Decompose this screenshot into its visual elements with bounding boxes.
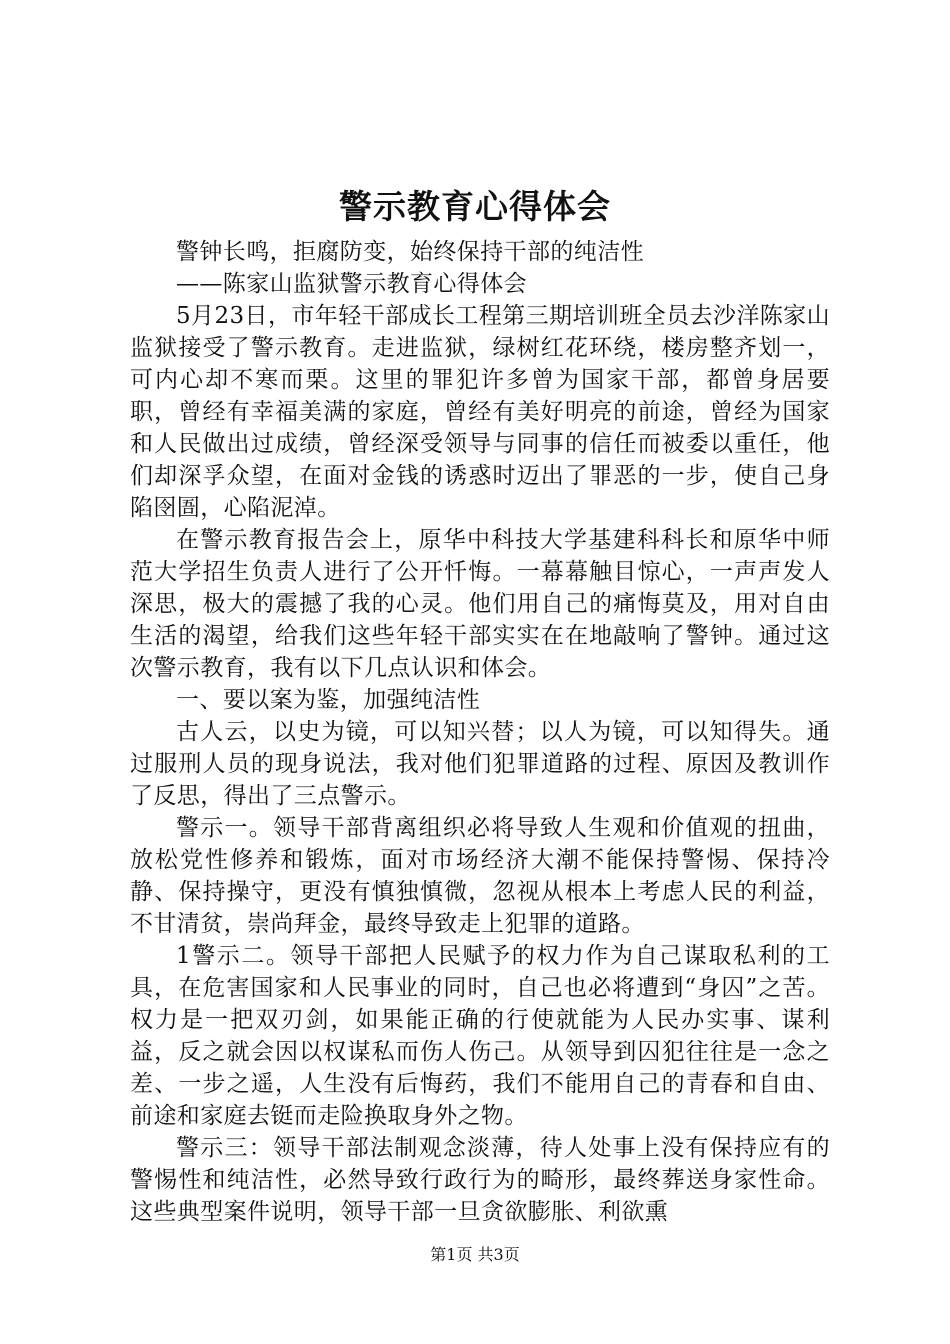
document-title: 警示教育心得体会 (339, 187, 611, 226)
paragraph: 警示三：领导干部法制观念淡薄，待人处事上没有保持应有的警惕性和纯洁性，必然导致行政行为的畸形，最终葬送身家性命。这些典型案件说明，领导干部一旦贪欲膨胀、利欲熏 (130, 1135, 830, 1225)
section-heading: 一、要以案为鉴，加强纯洁性 (176, 687, 481, 713)
paragraph-subtitle: 警钟长鸣，拒腐防变，始终保持干部的纯洁性 (176, 239, 644, 265)
paragraph: 古人云，以史为镜，可以知兴替；以人为镜，可以知得失。通过服刑人员的现身说法，我对他们犯罪道路的过程、原因及教训作了反思，得出了三点警示。 (130, 719, 830, 809)
page-footer: 第1页 共3页 (430, 1245, 520, 1264)
paragraph: 警示一。领导干部背离组织必将导致人生观和价值观的扭曲，放松党性修养和锻炼，面对市场经济大潮不能保持警惕、保持冷静、保持操守，更没有慎独慎微，忽视从根本上考虑人民的利益，不甘清贫，崇尚拜金，最终导致走上犯罪的道路。 (130, 815, 830, 937)
paragraph: 1警示二。领导干部把人民赋予的权力作为自己谋取私利的工具，在危害国家和人民事业的同时，自己也必将遭到“身囚”之苦。权力是一把双刃剑，如果能正确的行使就能为人民办实事、谋利益，反之就会因以权谋私而伤人伤己。从领导到囚犯往往是一念之差、一步之遥，人生没有后悔药，我们不能用自己的青春和自由、前途和家庭去铤而走险换取身外之物。 (130, 943, 830, 1129)
paragraph-subtitle-source: ——陈家山监狱警示教育心得体会 (176, 271, 527, 297)
paragraph: 在警示教育报告会上，原华中科技大学基建科科长和原华中师范大学招生负责人进行了公开忏悔。一幕幕触目惊心，一声声发人深思，极大的震撼了我的心灵。他们用自己的痛悔莫及，用对自由生活的渴望，给我们这些年轻干部实实在在地敲响了警钟。通过这次警示教育，我有以下几点认识和体会。 (130, 527, 830, 681)
paragraph: 5月23日，市年轻干部成长工程第三期培训班全员去沙洋陈家山监狱接受了警示教育。走进监狱，绿树红花环绕，楼房整齐划一，可内心却不寒而栗。这里的罪犯许多曾为国家干部，都曾身居要职，曾经有幸福美满的家庭，曾经有美好明亮的前途，曾经为国家和人民做出过成绩，曾经深受领导与同事的信任而被委以重任，他们却深孚众望，在面对金钱的诱惑时迈出了罪恶的一步，使自己身陷囹圄，心陷泥淖。 (130, 303, 830, 521)
document-body (130, 236, 830, 1228)
